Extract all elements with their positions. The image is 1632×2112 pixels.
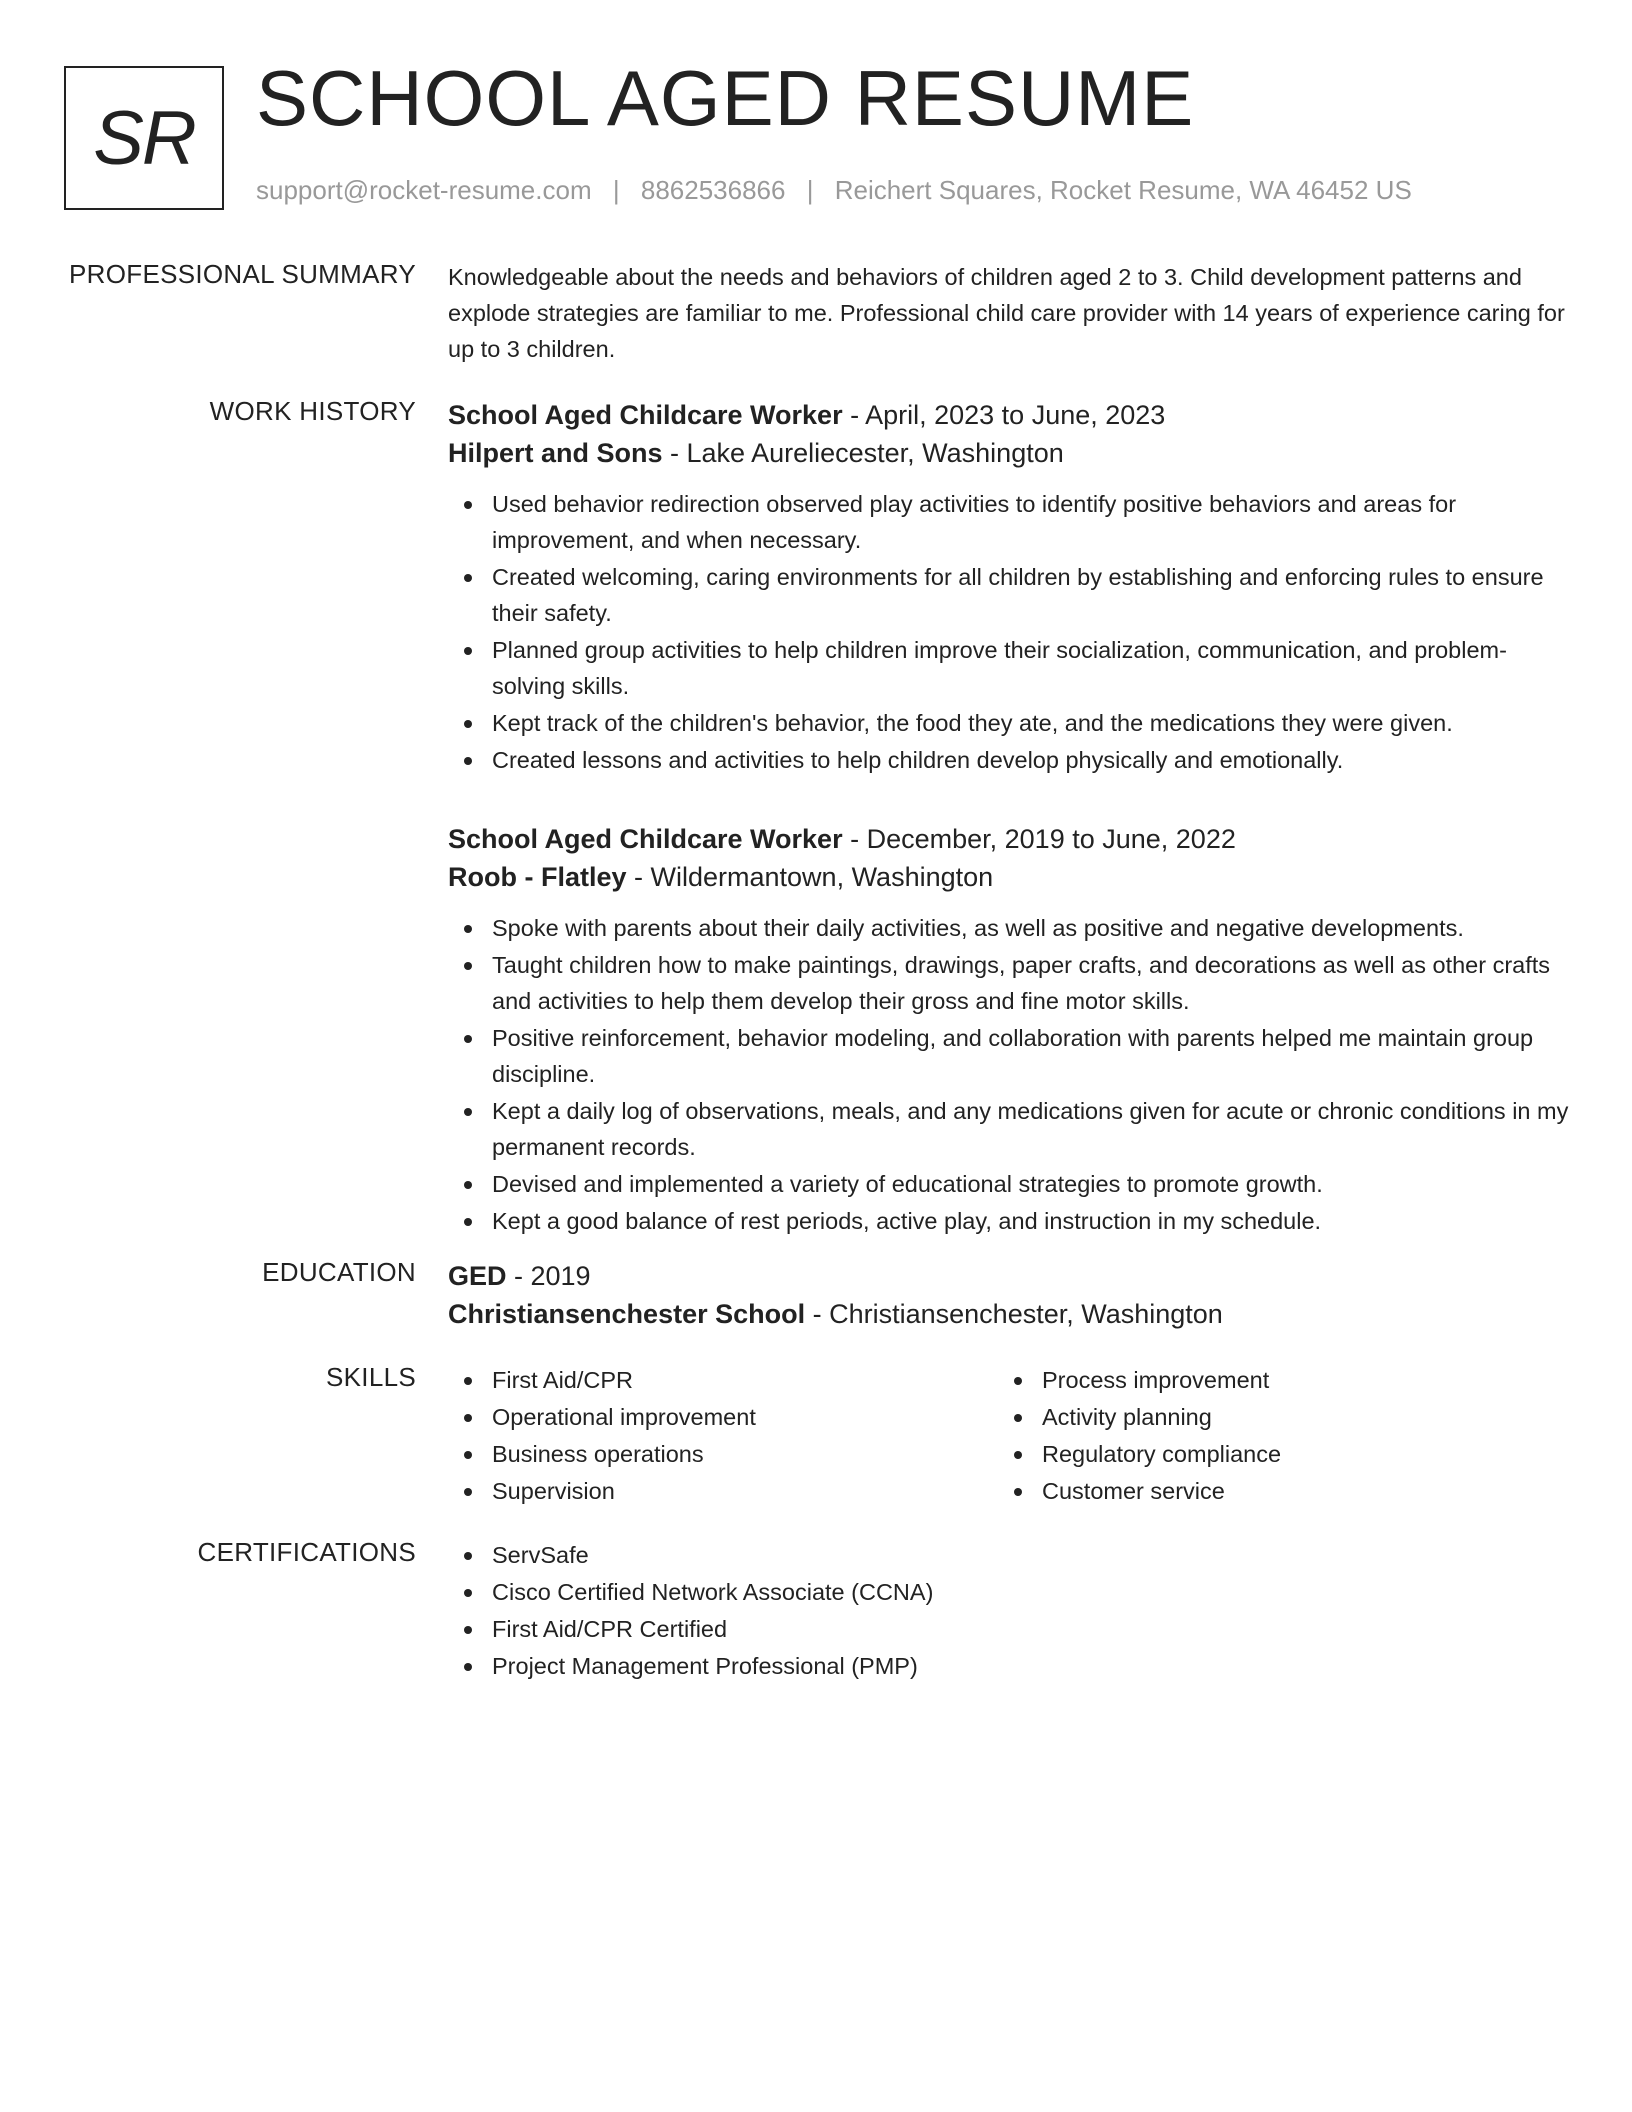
contact-separator: |	[612, 175, 620, 205]
education-body	[448, 1257, 1578, 1333]
skill-item: Process improvement	[998, 1362, 1548, 1398]
skill-item: Customer service	[998, 1473, 1548, 1509]
monogram-logo	[64, 66, 224, 210]
school-name: Christiansenchester School	[448, 1299, 806, 1329]
job-title-line	[448, 396, 1578, 434]
contact-line	[256, 175, 1412, 206]
summary-body	[448, 259, 1578, 367]
contact-email: support@rocket-resume.com	[256, 175, 592, 205]
skills-body	[448, 1362, 1578, 1510]
job-bullet: Planned group activities to help children improve their socialization, communication, and problem-solving skills.	[448, 632, 1578, 704]
section-label-work-history: WORK HISTORY	[209, 396, 416, 426]
job-company: Hilpert and Sons	[448, 438, 663, 468]
job-bullet: Kept a daily log of observations, meals, and any medications given for acute or chronic conditions in my permanent records.	[448, 1093, 1578, 1165]
school-location: - Christiansenchester, Washington	[805, 1299, 1223, 1329]
section-label-summary: PROFESSIONAL SUMMARY	[69, 259, 416, 289]
job-location: - Lake Aureliecester, Washington	[662, 438, 1064, 468]
certification-item: Cisco Certified Network Associate (CCNA)	[448, 1574, 1578, 1610]
degree-year: - 2019	[506, 1261, 591, 1291]
section-label-certifications: CERTIFICATIONS	[197, 1537, 416, 1567]
job-company-line	[448, 858, 1578, 896]
job-title: School Aged Childcare Worker	[448, 400, 843, 430]
job-dates: - December, 2019 to June, 2022	[842, 824, 1236, 854]
job-bullet: Spoke with parents about their daily activities, as well as positive and negative developments.	[448, 910, 1578, 946]
school-line	[448, 1295, 1578, 1333]
job-bullet: Used behavior redirection observed play activities to identify positive behaviors and areas for improvement, and when necessary.	[448, 486, 1578, 558]
skills-list-left	[448, 1362, 998, 1510]
section-label-education: EDUCATION	[262, 1257, 416, 1287]
monogram-initials: SR	[93, 95, 195, 181]
skill-item: Regulatory compliance	[998, 1436, 1548, 1472]
resume-title: SCHOOL AGED RESUME	[256, 54, 1195, 142]
job-bullet: Taught children how to make paintings, drawings, paper crafts, and decorations as well as other crafts and activities to help them develop their gross and fine motor skills.	[448, 947, 1578, 1019]
job-bullet: Devised and implemented a variety of educational strategies to promote growth.	[448, 1166, 1578, 1202]
degree: GED	[448, 1261, 507, 1291]
contact-phone: 8862536866	[640, 175, 786, 205]
summary-text: Knowledgeable about the needs and behaviors of children aged 2 to 3. Child development patterns and explode strategies are familiar to me. Professional child care provider with 14 years of experience caring for up to 3 children.	[448, 264, 1565, 362]
skill-item: Operational improvement	[448, 1399, 998, 1435]
job-entry	[448, 396, 1578, 778]
certifications-body	[448, 1537, 1578, 1685]
job-bullets	[448, 910, 1578, 1239]
contact-address: Reichert Squares, Rocket Resume, WA 46452 US	[834, 175, 1412, 205]
skill-item: Activity planning	[998, 1399, 1548, 1435]
certification-item: ServSafe	[448, 1537, 1578, 1573]
job-bullet: Kept track of the children's behavior, the food they ate, and the medications they were given.	[448, 705, 1578, 741]
job-bullets	[448, 486, 1578, 778]
certification-item: Project Management Professional (PMP)	[448, 1648, 1578, 1684]
skill-item: Business operations	[448, 1436, 998, 1472]
skill-item: Supervision	[448, 1473, 998, 1509]
certification-item: First Aid/CPR Certified	[448, 1611, 1578, 1647]
degree-line	[448, 1257, 1578, 1295]
job-entry	[448, 820, 1578, 1239]
job-location: - Wildermantown, Washington	[626, 862, 994, 892]
job-bullet: Created lessons and activities to help children develop physically and emotionally.	[448, 742, 1578, 778]
job-company: Roob - Flatley	[448, 862, 627, 892]
job-title-line	[448, 820, 1578, 858]
skill-item: First Aid/CPR	[448, 1362, 998, 1398]
job-bullet: Positive reinforcement, behavior modeling, and collaboration with parents helped me maintain group discipline.	[448, 1020, 1578, 1092]
section-label-skills: SKILLS	[326, 1362, 416, 1392]
work-history-body	[448, 396, 1578, 1281]
contact-separator: |	[806, 175, 814, 205]
job-title: School Aged Childcare Worker	[448, 824, 843, 854]
skills-grid	[448, 1362, 1578, 1510]
job-bullet: Kept a good balance of rest periods, active play, and instruction in my schedule.	[448, 1203, 1578, 1239]
certifications-list	[448, 1537, 1578, 1684]
job-bullet: Created welcoming, caring environments for all children by establishing and enforcing rules to ensure their safety.	[448, 559, 1578, 631]
job-company-line	[448, 434, 1578, 472]
skills-list-right	[998, 1362, 1548, 1510]
job-dates: - April, 2023 to June, 2023	[842, 400, 1166, 430]
